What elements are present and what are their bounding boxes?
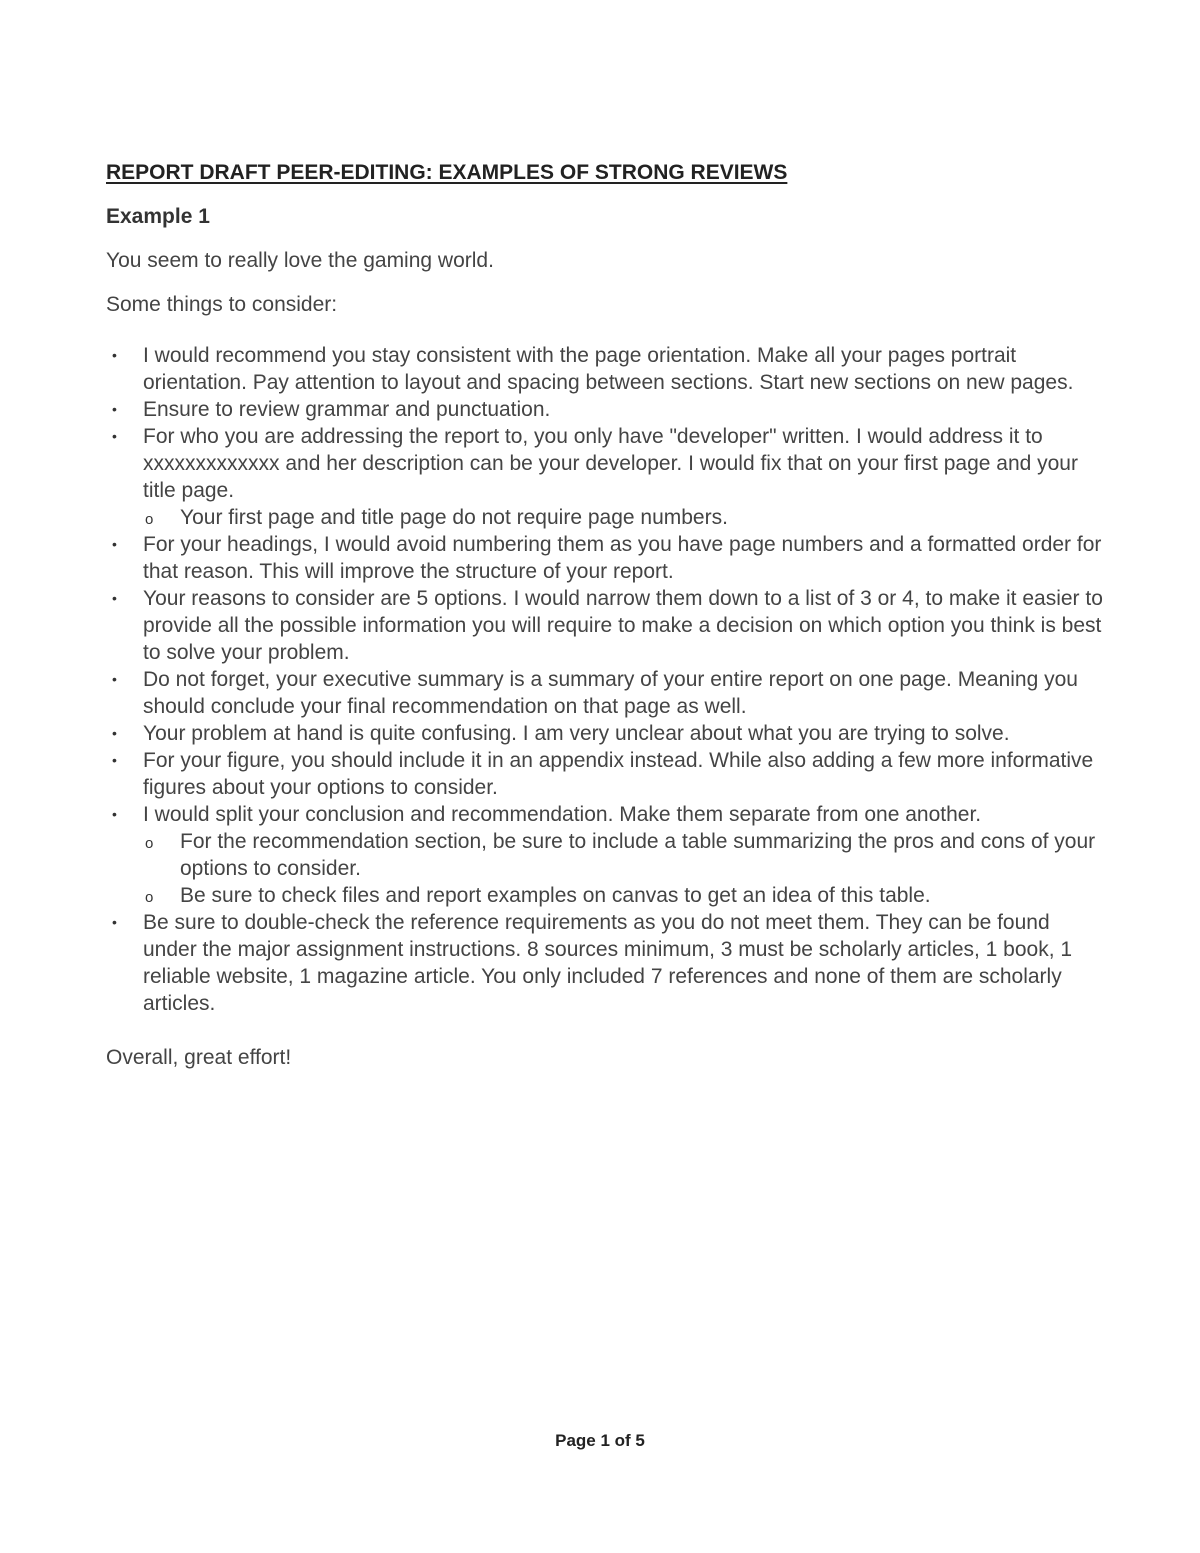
bullet-point-icon: • <box>112 428 117 444</box>
bullet-item <box>106 531 1106 585</box>
bullet-point-icon: • <box>112 752 117 768</box>
document-body <box>106 158 1106 1073</box>
bullet-point-icon: • <box>112 671 117 687</box>
bullet-item <box>106 801 1106 909</box>
bullet-item <box>106 666 1106 720</box>
bullet-text: Be sure to double-check the reference requirements as you do not meet them. They can be found under the major assignment instructions. 8 sources minimum, 3 must be scholarly articles, 1 book, 1 reliable website, 1 magazine article. You only included 7 references and none of them are scholarly articles. <box>143 911 1073 1015</box>
bullet-text: Do not forget, your executive summary is a summary of your entire report on one page. Meaning you should conclude your final recommendation on that page as well. <box>143 668 1078 718</box>
bullet-text: For your figure, you should include it in an appendix instead. While also adding a few more informative figures about your options to consider. <box>143 749 1094 799</box>
bullet-item <box>106 342 1106 396</box>
bullet-point-icon: • <box>112 401 117 417</box>
sub-bullet-item <box>143 504 1106 531</box>
bullet-text: Ensure to review grammar and punctuation. <box>143 398 551 421</box>
review-bullet-list <box>106 342 1106 1017</box>
bullet-point-icon: • <box>112 806 117 822</box>
sub-bullet-text: Your first page and title page do not require page numbers. <box>180 506 728 529</box>
sub-bullet-text: Be sure to check files and report examples on canvas to get an idea of this table. <box>180 884 931 907</box>
bullet-point-icon: • <box>112 590 117 606</box>
bullet-point-icon: • <box>112 347 117 363</box>
bullet-text: I would recommend you stay consistent with the page orientation. Make all your pages portrait orientation. Pay attention to layout and spacing between sections. Start new sections on new pages. <box>143 344 1074 394</box>
sub-bullet-text: For the recommendation section, be sure to include a table summarizing the pros and cons of your options to consider. <box>180 830 1096 880</box>
intro-paragraph: You seem to really love the gaming world. <box>106 249 494 272</box>
document-title: REPORT DRAFT PEER-EDITING: EXAMPLES OF STRONG REVIEWS <box>106 161 788 184</box>
sub-bullet-list <box>143 504 1106 531</box>
page-number-footer: Page 1 of 5 <box>555 1431 645 1450</box>
sub-bullet-item <box>143 882 1106 909</box>
bullet-text: For your headings, I would avoid numbering them as you have page numbers and a formatted order for that reason. This will improve the structure of your report. <box>143 533 1102 583</box>
bullet-item <box>106 720 1106 747</box>
example-heading: Example 1 <box>106 205 210 228</box>
bullet-item <box>106 909 1106 1017</box>
bullet-item <box>106 747 1106 801</box>
bullet-item <box>106 396 1106 423</box>
lead-in-paragraph: Some things to consider: <box>106 293 338 316</box>
bullet-text: I would split your conclusion and recommendation. Make them separate from one another. <box>143 803 982 826</box>
sub-bullet-circle-icon: o <box>145 835 154 852</box>
bullet-text: Your reasons to consider are 5 options. I would narrow them down to a list of 3 or 4, to make it easier to provide all the possible information you will require to make a decision on which option you think is best to solve your problem. <box>143 587 1103 664</box>
bullet-item <box>106 423 1106 531</box>
bullet-item <box>106 585 1106 666</box>
bullet-point-icon: • <box>112 914 117 930</box>
sub-bullet-circle-icon: o <box>145 511 154 528</box>
bullet-point-icon: • <box>112 536 117 552</box>
sub-bullet-circle-icon: o <box>145 889 154 906</box>
bullet-text: Your problem at hand is quite confusing. I am very unclear about what you are trying to solve. <box>143 722 1010 745</box>
bullet-text: For who you are addressing the report to, you only have "developer" written. I would address it to xxxxxxxxxxxxx and her description can be your developer. I would fix that on your first page and your title page. <box>143 425 1078 502</box>
closing-paragraph: Overall, great effort! <box>106 1046 292 1069</box>
bullet-point-icon: • <box>112 725 117 741</box>
sub-bullet-item <box>143 828 1106 882</box>
sub-bullet-list <box>143 828 1106 909</box>
